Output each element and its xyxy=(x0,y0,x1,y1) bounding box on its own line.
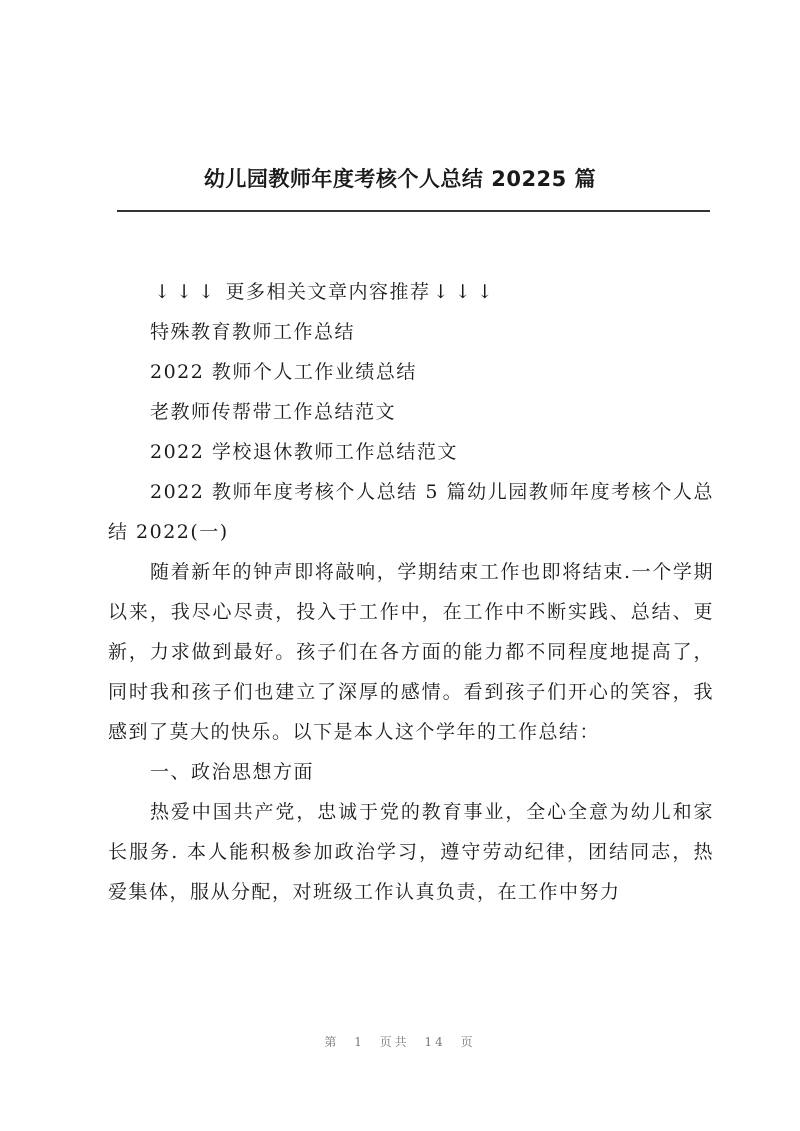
section-heading: 一、政治思想方面 xyxy=(150,761,315,783)
footer-page-suffix: 页 xyxy=(460,1035,476,1049)
related-article-link[interactable]: 老教师传帮带工作总结范文 xyxy=(150,401,397,423)
related-article-link[interactable]: 特殊教育教师工作总结 xyxy=(150,321,356,343)
related-article-link[interactable]: 2022 学校退休教师工作总结范文 xyxy=(150,441,458,463)
down-arrow-icon: ↓ xyxy=(154,281,172,303)
body-paragraph: 热爱中国共产党，忠诚于党的教育事业，全心全意为幼儿和家长服务. 本人能积极参加政治学习，遵守劳动纪律，团结同志，热爱集体，服从分配，对班级工作认真负责，在工作中努力 xyxy=(108,801,714,903)
title-divider xyxy=(117,210,710,212)
document-body xyxy=(108,272,714,912)
recommend-label: 更多相关文章内容推荐 xyxy=(225,281,431,303)
page-footer xyxy=(0,1033,800,1050)
document-title: 幼儿园教师年度考核个人总结 20225 篇 xyxy=(203,167,597,191)
down-arrow-icon: ↓ xyxy=(198,281,216,303)
recommend-banner xyxy=(108,272,714,312)
footer-page-prefix: 第 xyxy=(324,1035,340,1049)
body-paragraph: 随着新年的钟声即将敲响，学期结束工作也即将结束.一个学期以来，我尽心尽责，投入于工作中，在工作中不断实践、总结、更新，力求做到最好。孩子们在各方面的能力都不同程度地提高了，同时我和孩子们也建立了深厚的感情。看到孩子们开心的笑容，我感到了莫大的快乐。以下是本人这个学年的工作总结： xyxy=(108,561,714,743)
down-arrow-icon: ↓ xyxy=(454,281,473,303)
footer-page-number: 1 xyxy=(354,1035,365,1049)
lead-paragraph: 2022 教师年度考核个人总结 5 篇幼儿园教师年度考核个人总结 2022(一) xyxy=(108,481,714,543)
down-arrow-icon: ↓ xyxy=(432,281,451,303)
down-arrow-icon: ↓ xyxy=(476,281,495,303)
footer-page-mid: 页共 xyxy=(379,1035,410,1049)
footer-total-pages: 14 xyxy=(424,1035,446,1049)
related-article-link[interactable]: 2022 教师个人工作业绩总结 xyxy=(150,361,417,383)
down-arrow-icon: ↓ xyxy=(176,281,194,303)
